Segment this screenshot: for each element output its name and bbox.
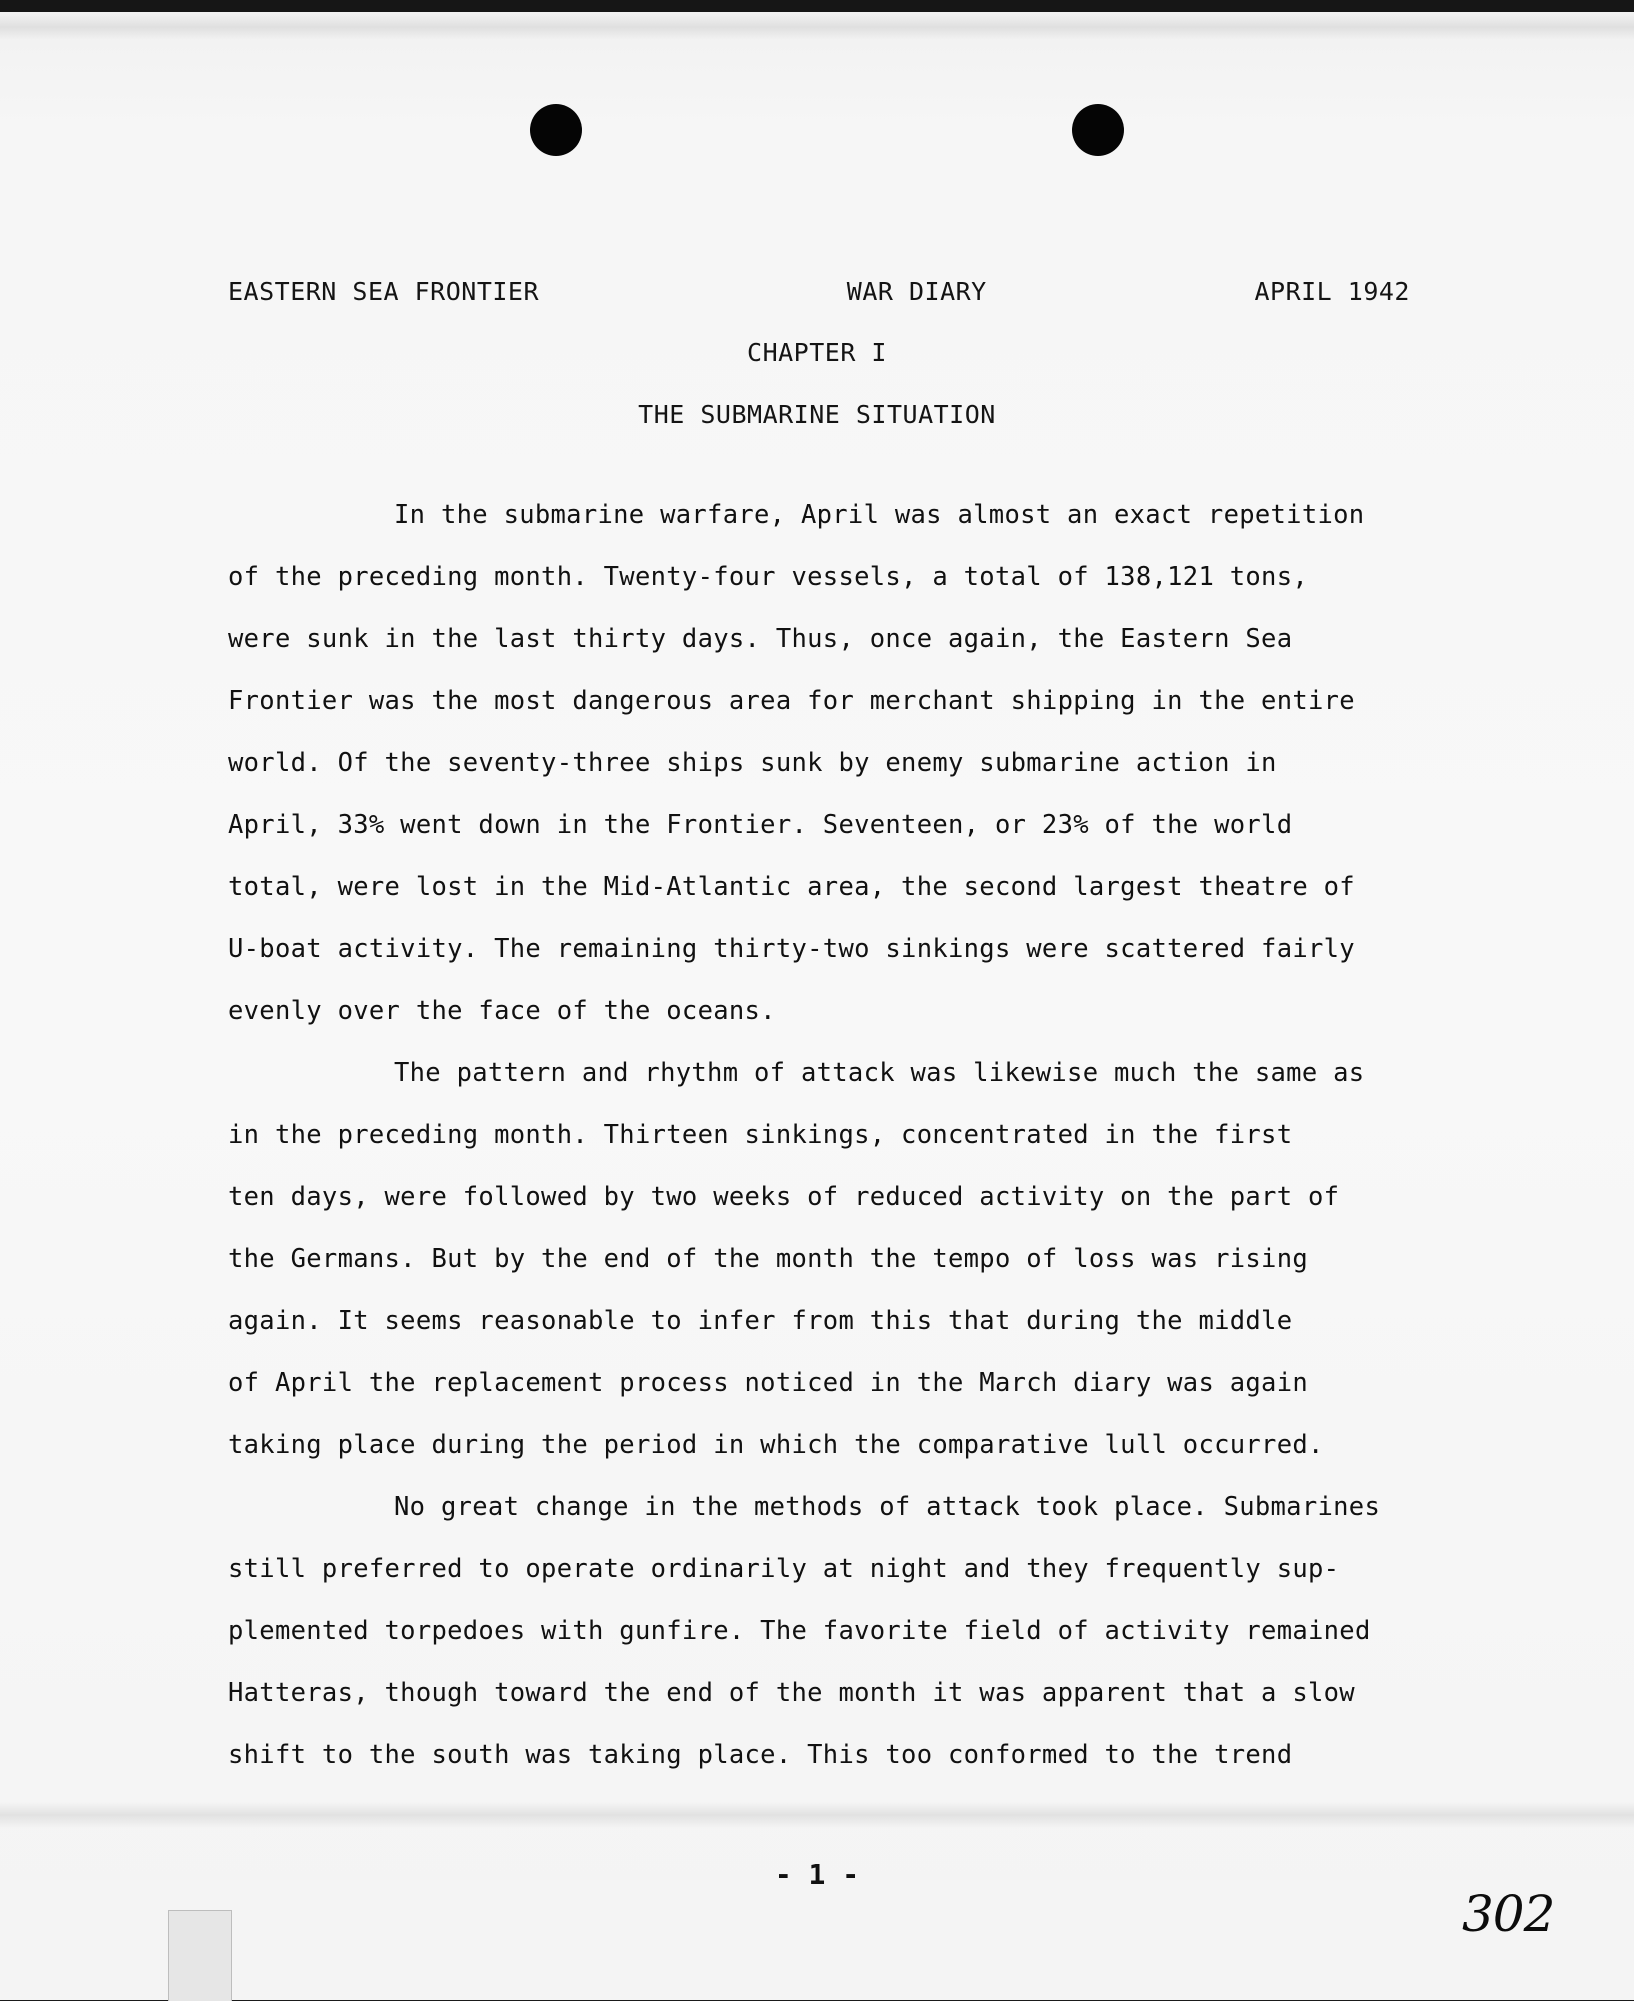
- running-header: [228, 277, 1410, 306]
- text-line: Hatteras, though toward the end of the month it was apparent that a slow: [228, 1678, 1355, 1708]
- scan-artifact-band-bottom: [0, 1802, 1634, 1828]
- scan-artifact-band-top: [0, 14, 1634, 40]
- text-line: In the submarine warfare, April was almost an exact repetition: [394, 500, 1365, 530]
- text-line: of April the replacement process noticed in the March diary was again: [228, 1368, 1309, 1398]
- text-line: April, 33% went down in the Frontier. Seventeen, or 23% of the world: [228, 810, 1293, 840]
- text-line: in the preceding month. Thirteen sinkings, concentrated in the first: [228, 1120, 1293, 1150]
- text-line: ten days, were followed by two weeks of reduced activity on the part of: [228, 1182, 1340, 1212]
- paper-tab: [168, 1910, 232, 2001]
- text-line: The pattern and rhythm of attack was likewise much the same as: [394, 1058, 1365, 1088]
- page-number: - 1 -: [774, 1858, 860, 1891]
- header-center: WAR DIARY: [846, 277, 987, 306]
- chapter-heading: CHAPTER I: [747, 338, 887, 367]
- text-line: of the preceding month. Twenty-four vessels, a total of 138,121 tons,: [228, 562, 1309, 592]
- text-line: taking place during the period in which the comparative lull occurred.: [228, 1430, 1324, 1460]
- body-text: [228, 484, 1458, 1786]
- text-line: No great change in the methods of attack took place. Submarines: [394, 1492, 1381, 1522]
- text-line: shift to the south was taking place. This too conformed to the trend: [228, 1740, 1293, 1770]
- text-line: Frontier was the most dangerous area for merchant shipping in the entire: [228, 686, 1355, 716]
- text-line: world. Of the seventy-three ships sunk by enemy submarine action in: [228, 748, 1277, 778]
- text-line: were sunk in the last thirty days. Thus, once again, the Eastern Sea: [228, 624, 1293, 654]
- text-line: again. It seems reasonable to infer from this that during the middle: [228, 1306, 1293, 1336]
- text-line: U-boat activity. The remaining thirty-two sinkings were scattered fairly: [228, 934, 1355, 964]
- header-left: EASTERN SEA FRONTIER: [228, 277, 540, 306]
- chapter-title: THE SUBMARINE SITUATION: [638, 400, 996, 429]
- text-line: the Germans. But by the end of the month the tempo of loss was rising: [228, 1244, 1309, 1274]
- punch-hole-left: [530, 104, 582, 156]
- text-line: total, were lost in the Mid-Atlantic area, the second largest theatre of: [228, 872, 1355, 902]
- text-line: evenly over the face of the oceans.: [228, 996, 776, 1026]
- punch-hole-right: [1072, 104, 1124, 156]
- handwritten-folio-number: 302: [1462, 1885, 1555, 1943]
- text-line: plemented torpedoes with gunfire. The favorite field of activity remained: [228, 1616, 1371, 1646]
- text-line: still preferred to operate ordinarily at night and they frequently sup-: [228, 1554, 1340, 1584]
- header-right: APRIL 1942: [1254, 277, 1410, 306]
